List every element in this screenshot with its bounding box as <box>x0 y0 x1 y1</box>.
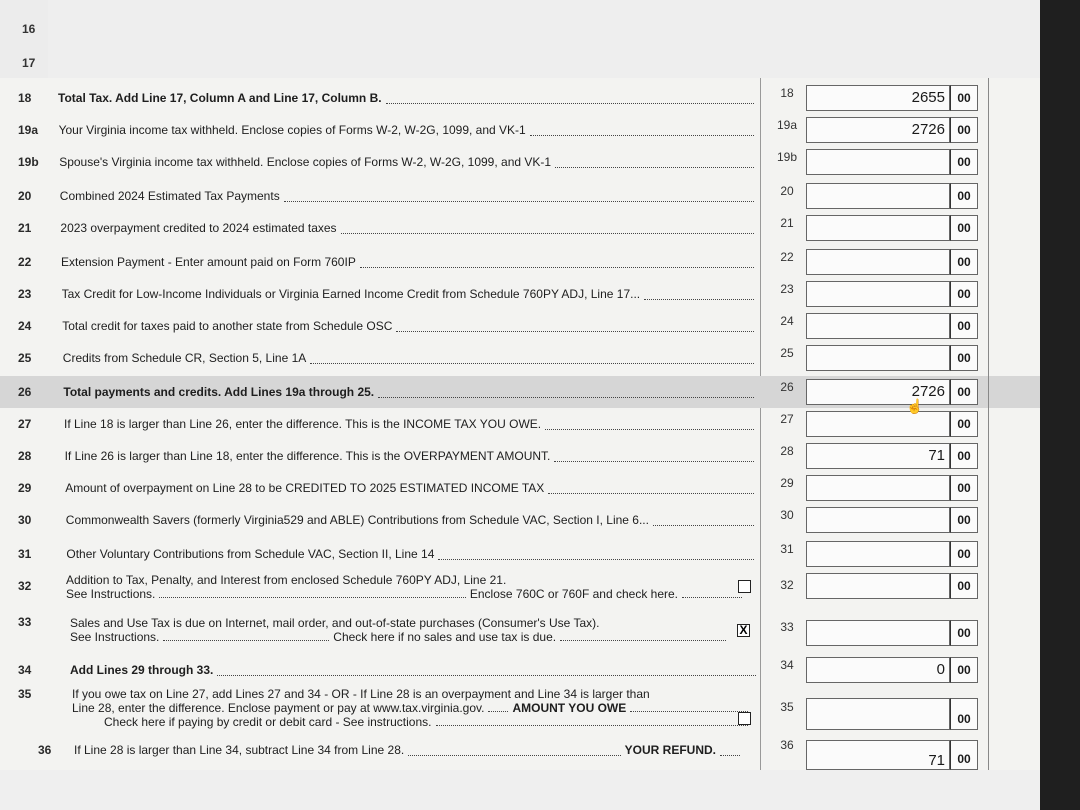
cents-field[interactable]: 00 <box>950 443 978 469</box>
line-description: If Line 18 is larger than Line 26, enter the difference. This is the INCOME TAX YOU OWE. <box>64 408 758 440</box>
amount-field[interactable] <box>806 313 950 339</box>
line-description: Add Lines 29 through 33. <box>70 654 760 686</box>
amount-field[interactable]: 2726 <box>806 117 950 143</box>
amount-field[interactable] <box>806 183 950 209</box>
line-number: 21 <box>18 221 32 235</box>
cents-field[interactable]: 00 <box>950 475 978 501</box>
amount-field[interactable] <box>806 281 950 307</box>
line-number: 23 <box>18 287 32 301</box>
amount-field[interactable] <box>806 345 950 371</box>
line-number: 27 <box>18 417 32 431</box>
credit-card-checkbox[interactable] <box>738 712 751 725</box>
line-description: Combined 2024 Estimated Tax Payments <box>60 180 758 212</box>
amount-field[interactable] <box>806 507 950 533</box>
cursor-icon: ☝ <box>906 398 924 414</box>
form-row-24 <box>0 310 1040 342</box>
cents-field[interactable]: 00 <box>950 541 978 567</box>
line-number: 22 <box>18 255 32 269</box>
cents-field[interactable]: 00 <box>950 249 978 275</box>
line-box-label: 34 <box>780 658 794 672</box>
line-box-label: 21 <box>780 216 794 230</box>
line-number: 20 <box>18 189 32 203</box>
line-number: 26 <box>18 385 32 399</box>
line-number: 19b <box>18 155 39 169</box>
line-box-label: 32 <box>780 578 794 592</box>
line-number: 33 <box>18 615 32 629</box>
amount-field[interactable] <box>806 698 950 730</box>
form-row-19b <box>0 146 1040 178</box>
line-description: Other Voluntary Contributions from Schedule VAC, Section II, Line 14 <box>66 538 758 570</box>
line-description: Total payments and credits. Add Lines 19a through 25. <box>63 376 758 408</box>
amount-field[interactable] <box>806 411 950 437</box>
form-row-35 <box>0 684 1040 734</box>
line-box-label: 25 <box>780 346 794 360</box>
line-description: Amount of overpayment on Line 28 to be CREDITED TO 2025 ESTIMATED INCOME TAX <box>65 472 758 504</box>
form-row-32 <box>0 570 1040 604</box>
line-description: Total Tax. Add Line 17, Column A and Line 17, Column B. <box>58 82 758 114</box>
cents-field[interactable]: 00 <box>950 85 978 111</box>
amount-field[interactable]: 2655 <box>806 85 950 111</box>
line-box-label: 24 <box>780 314 794 328</box>
form-row-19a <box>0 114 1040 146</box>
refund-amount-field[interactable]: 71 <box>806 740 950 770</box>
amount-field[interactable] <box>806 149 950 175</box>
cents-field[interactable]: 00 <box>950 183 978 209</box>
amount-field[interactable] <box>806 215 950 241</box>
cents-field[interactable]: 00 <box>950 507 978 533</box>
previous-lines-strip <box>0 0 1068 78</box>
cents-field[interactable]: 00 <box>950 117 978 143</box>
form-row-25 <box>0 342 1040 374</box>
line-number-16: 16 <box>22 22 36 36</box>
cents-field[interactable]: 00 <box>950 281 978 307</box>
form-row-34 <box>0 654 1040 686</box>
line-description: Credits from Schedule CR, Section 5, Line 1A <box>63 342 758 374</box>
amount-field[interactable]: 0 <box>806 657 950 683</box>
line-box-label: 20 <box>780 184 794 198</box>
line-box-label: 18 <box>780 86 794 100</box>
line-box-label: 29 <box>780 476 794 490</box>
line-box-label: 23 <box>780 282 794 296</box>
line-description: If Line 28 is larger than Line 34, subtract Line 34 from Line 28. YOUR REFUND. <box>74 734 744 766</box>
cents-field[interactable]: 00 <box>950 573 978 599</box>
line-description: Your Virginia income tax withheld. Enclose copies of Forms W-2, W-2G, 1099, and VK-1 <box>59 114 758 146</box>
line-number: 35 <box>18 687 32 701</box>
form-row-27 <box>0 408 1040 440</box>
amount-field[interactable] <box>806 541 950 567</box>
cents-field[interactable]: 00 <box>950 313 978 339</box>
line-description: If you owe tax on Line 27, add Lines 27 and 34 - OR - If Line 28 is an overpayment and Line 34 is larger than Line 28, enter the difference. Enclose payment or pay at www.tax.virginia.gov. AMOUNT YOU OWE Check here if paying by credit or debit card - See instructions. <box>72 684 752 732</box>
line-number-17: 17 <box>22 56 36 70</box>
line-description: If Line 26 is larger than Line 18, enter the difference. This is the OVERPAYMENT AMOUNT. <box>65 440 758 472</box>
line-number: 19a <box>18 123 39 137</box>
cents-field[interactable]: 00 <box>950 740 978 770</box>
line-description: Spouse's Virginia income tax withheld. Enclose copies of Forms W-2, W-2G, 1099, and VK-1 <box>59 146 758 178</box>
line-box-label: 36 <box>780 738 794 752</box>
cents-field[interactable]: 00 <box>950 411 978 437</box>
line-box-label: 30 <box>780 508 794 522</box>
line-box-label: 19b <box>776 150 798 164</box>
form-row-29 <box>0 472 1040 504</box>
line-number: 34 <box>18 663 32 677</box>
line-box-label: 33 <box>780 620 794 634</box>
line-box-label: 28 <box>780 444 794 458</box>
form-row-20 <box>0 180 1040 212</box>
form-row-28 <box>0 440 1040 472</box>
line-number: 30 <box>18 513 32 527</box>
line-number: 29 <box>18 481 32 495</box>
line-number: 32 <box>18 579 32 593</box>
line-number: 18 <box>18 91 32 105</box>
penalty-checkbox[interactable] <box>738 580 751 593</box>
line-box-label: 31 <box>780 542 794 556</box>
line-box-label: 35 <box>780 700 794 714</box>
line-description: Extension Payment - Enter amount paid on Form 760IP <box>61 246 758 278</box>
amount-field[interactable] <box>806 475 950 501</box>
form-row-33 <box>0 612 1040 652</box>
line-description: Total credit for taxes paid to another state from Schedule OSC <box>62 310 758 342</box>
line-number: 31 <box>18 547 32 561</box>
line-description: 2023 overpayment credited to 2024 estimated taxes <box>60 212 758 244</box>
line-box-label: 26 <box>780 380 794 394</box>
amount-field[interactable] <box>806 249 950 275</box>
amount-field[interactable] <box>806 620 950 646</box>
cents-field[interactable]: 00 <box>950 215 978 241</box>
amount-field[interactable] <box>806 573 950 599</box>
form-row-23 <box>0 278 1040 310</box>
cents-field[interactable]: 00 <box>950 345 978 371</box>
right-border <box>988 78 989 770</box>
form-row-18 <box>0 82 1040 114</box>
form-row-22 <box>0 246 1040 278</box>
covered-area <box>48 0 1068 78</box>
line-description: Sales and Use Tax is due on Internet, mail order, and out-of-state purchases (Consumer's Use Tax). See Instructions. Check here if no sales and use tax is due. <box>70 612 730 648</box>
cents-field[interactable]: 00 <box>950 698 978 730</box>
cents-field[interactable]: 00 <box>950 620 978 646</box>
line-box-label: 19a <box>776 118 798 132</box>
form-row-21 <box>0 212 1040 244</box>
page-bottom <box>0 770 1080 810</box>
line-box-label: 22 <box>780 250 794 264</box>
form-row-30 <box>0 504 1040 536</box>
line-description: Commonwealth Savers (formerly Virginia529 and ABLE) Contributions from Schedule VAC, Section I, Line 6... <box>66 504 758 536</box>
no-sales-tax-checkbox[interactable]: X <box>737 624 750 637</box>
cents-field[interactable]: 00 <box>950 379 978 405</box>
amount-field[interactable]: 71 <box>806 443 950 469</box>
line-number: 36 <box>38 743 52 757</box>
cents-field[interactable]: 00 <box>950 657 978 683</box>
form-row-31 <box>0 538 1040 570</box>
line-number: 24 <box>18 319 32 333</box>
form-row-26 <box>0 376 1040 408</box>
line-number: 25 <box>18 351 32 365</box>
screen-edge <box>1040 0 1080 810</box>
line-number: 28 <box>18 449 32 463</box>
form-row-36 <box>0 734 1040 770</box>
line-box-label: 27 <box>780 412 794 426</box>
line-description: Addition to Tax, Penalty, and Interest from enclosed Schedule 760PY ADJ, Line 21. See Instructions. Enclose 760C or 760F and check here. <box>66 570 746 604</box>
amount-field[interactable]: 2726 <box>806 379 950 405</box>
cents-field[interactable]: 00 <box>950 149 978 175</box>
line-description: Tax Credit for Low-Income Individuals or Virginia Earned Income Credit from Schedule 760PY ADJ, Line 17... <box>62 278 758 310</box>
